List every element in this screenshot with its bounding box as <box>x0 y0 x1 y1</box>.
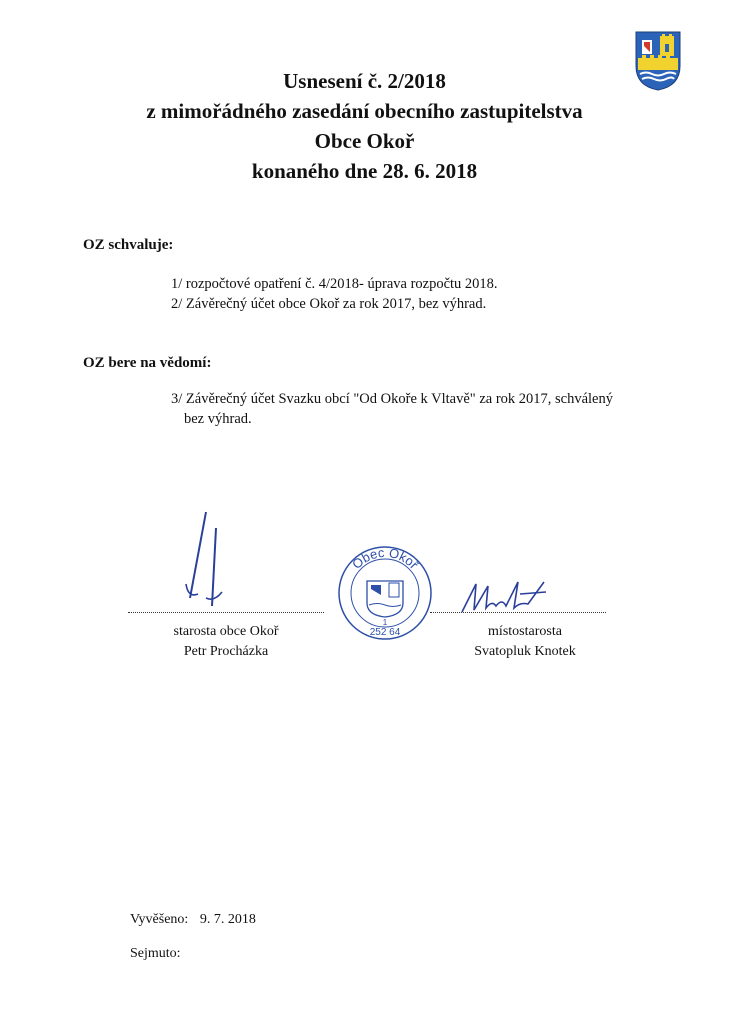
deputy-mayor-role: místostarosta <box>488 624 562 639</box>
section-heading-acknowledges: OZ bere na vědomí: <box>83 355 212 371</box>
resolution-item-3-line-2: bez výhrad. <box>184 411 252 427</box>
deputy-mayor-name: Svatopluk Knotek <box>474 644 576 659</box>
title-line-3: Obce Okoř <box>314 129 415 153</box>
signature-line-right <box>430 612 606 613</box>
mayor-signature-icon <box>176 510 236 610</box>
title-line-4: konaného dne 28. 6. 2018 <box>251 159 478 183</box>
document-title <box>0 66 729 186</box>
section-heading-approves: OZ schvaluje: <box>83 237 174 253</box>
deputy-mayor-signature-icon <box>458 576 550 616</box>
resolution-item-2: 2/ Závěrečný účet obce Okoř za rok 2017, bez výhrad. <box>171 296 487 312</box>
posted-label: Vyvěšeno: <box>130 912 189 927</box>
title-line-1: Usnesení č. 2/2018 <box>283 69 446 93</box>
removed-row <box>130 946 181 962</box>
posted-date: 9. 7. 2018 <box>199 912 256 927</box>
posted-row <box>130 912 256 928</box>
signature-line-left <box>128 612 324 613</box>
stamp-postcode: 252 64 <box>369 627 401 638</box>
official-stamp-icon <box>337 545 433 641</box>
removed-label: Sejmuto: <box>130 946 181 961</box>
stamp-top-text: Obec Okoř <box>349 545 422 572</box>
title-line-2: z mimořádného zasedání obecního zastupitelstva <box>146 99 583 123</box>
resolution-item-3-line-1: 3/ Závěrečný účet Svazku obcí "Od Okoře k Vltavě" za rok 2017, schválený <box>171 391 613 407</box>
mayor-role: starosta obce Okoř <box>173 624 279 639</box>
resolution-item-1: 1/ rozpočtové opatření č. 4/2018- úprava rozpočtu 2018. <box>171 276 498 292</box>
mayor-name: Petr Procházka <box>183 644 269 659</box>
stamp-number: 1 <box>382 618 388 627</box>
svg-text:Obec Okoř <box>349 545 422 572</box>
